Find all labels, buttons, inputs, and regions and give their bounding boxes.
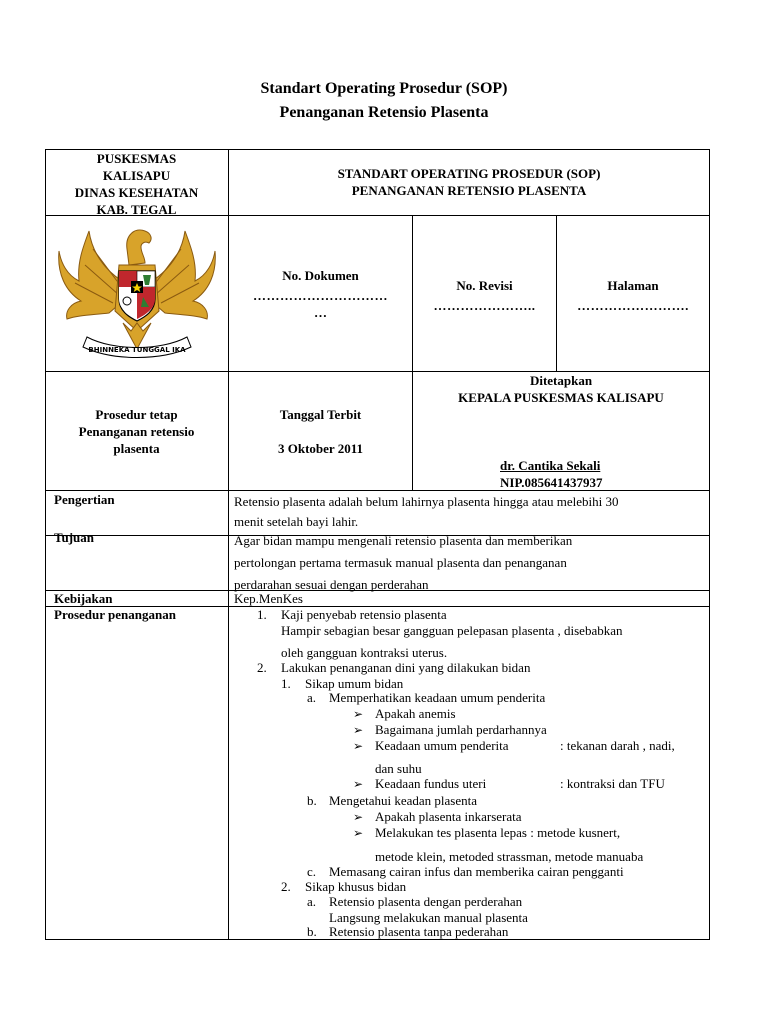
bullet-arrow-icon: ➢	[353, 826, 364, 840]
bullet-item: Keadaan fundus uteri	[375, 776, 487, 791]
sikap-khusus-bidan: Sikap khusus bidan	[305, 879, 407, 894]
pengertian-label: Pengertian	[54, 492, 115, 507]
signer-nip: NIP.085641437937	[500, 475, 603, 490]
org-line: PUSKESMAS	[96, 151, 177, 166]
tujuan-label: Tujuan	[54, 530, 94, 545]
no-revisi-cell	[413, 277, 556, 314]
no-dokumen-value-cont: …	[314, 305, 327, 320]
ditetapkan-label: Ditetapkan	[529, 373, 593, 388]
kebijakan-label: Kebijakan	[54, 591, 113, 606]
emblem-motto: BHINNEKA TUNGGAL IKA	[88, 346, 186, 354]
prosedur-line: Prosedur tetap	[95, 407, 178, 422]
prosedur-tetap-cell	[45, 406, 228, 457]
sop-line: STANDART OPERATING PROSEDUR (SOP)	[337, 166, 601, 181]
garuda-icon	[53, 219, 221, 367]
pengertian-line: Retensio plasenta adalah belum lahirnya plasenta hingga atau melebihi 30	[234, 494, 619, 509]
item-letter: a.	[307, 690, 317, 705]
item-letter: a.	[307, 894, 317, 909]
bullet-item-detail: : tekanan darah , nadi,	[560, 738, 675, 753]
step-2: Lakukan penanganan dini yang dilakukan bidan	[281, 660, 531, 675]
no-dokumen-value: …………………………	[253, 288, 388, 303]
item-khusus-a-cont: Langsung melakukan manual plasenta	[329, 910, 528, 925]
item-c: Memasang cairan infus dan memberika cairan pengganti	[329, 864, 624, 879]
no-revisi-value: …………………..	[433, 298, 536, 313]
bullet-arrow-icon: ➢	[353, 707, 364, 721]
column-divider	[412, 215, 413, 491]
substep-number: 1.	[281, 676, 291, 691]
step-1: Kaji penyebab retensio plasenta	[281, 607, 447, 622]
halaman-label: Halaman	[607, 278, 659, 293]
bullet-item-detail: : kontraksi dan TFU	[560, 776, 665, 791]
org-line: DINAS KESEHATAN	[74, 185, 199, 200]
signer-name: dr. Cantika Sekali	[500, 458, 601, 473]
garuda-emblem	[53, 219, 221, 367]
org-line: KALISAPU	[102, 168, 171, 183]
tujuan-line: Agar bidan mampu mengenali retensio plasenta dan memberikan	[234, 533, 573, 548]
kepala-label: KEPALA PUSKESMAS KALISAPU	[458, 390, 664, 405]
signature-block	[500, 457, 709, 491]
step-1-desc-cont: oleh gangguan kontraksi uterus.	[281, 645, 448, 660]
sop-heading	[229, 165, 709, 199]
bullet-item: Melakukan tes plasenta lepas : metode kusnert,	[375, 825, 621, 840]
item-khusus-a: Retensio plasenta dengan perderahan	[329, 894, 523, 909]
kebijakan-value: Kep.MenKes	[234, 591, 303, 606]
org-line: KAB. TEGAL	[96, 202, 177, 217]
tujuan-line: perdarahan sesuai dengan perderahan	[234, 577, 429, 592]
tujuan-text	[234, 530, 706, 596]
prosedur-line: Penanganan retensio	[78, 424, 195, 439]
sop-table	[45, 149, 710, 940]
sikap-umum-bidan: Sikap umum bidan	[305, 676, 404, 691]
bullet-item: Apakah anemis	[375, 706, 456, 721]
substep-number: 2.	[281, 879, 291, 894]
document-subtitle: Penanganan Retensio Plasenta	[279, 104, 489, 121]
item-a: Memperhatikan keadaan umum penderita	[329, 690, 546, 705]
no-dokumen-cell	[229, 267, 412, 321]
tanggal-terbit-cell	[229, 406, 412, 457]
pengertian-line: menit setelah bayi lahir.	[234, 514, 359, 529]
prosedur-line: plasenta	[113, 441, 160, 456]
bullet-item: Apakah plasenta inkarserata	[375, 809, 522, 824]
bullet-arrow-icon: ➢	[353, 777, 364, 791]
halaman-value: …………………….	[577, 298, 689, 313]
border-right	[709, 149, 710, 940]
halaman-cell	[557, 277, 709, 314]
pengertian-text	[234, 492, 706, 532]
item-letter: b.	[307, 793, 317, 808]
item-b: Mengetahui keadan plasenta	[329, 793, 477, 808]
bullet-item: Bagaimana jumlah perdarhannya	[375, 722, 547, 737]
no-revisi-label: No. Revisi	[456, 278, 513, 293]
step-number: 1.	[257, 607, 267, 622]
bullet-item-cont: dan suhu	[375, 761, 422, 776]
sop-line: PENANGANAN RETENSIO PLASENTA	[351, 183, 587, 198]
bullet-arrow-icon: ➢	[353, 810, 364, 824]
border-left	[45, 149, 46, 940]
bullet-arrow-icon: ➢	[353, 723, 364, 737]
bullet-item-cont: metode klein, metoded strassman, metode manuaba	[375, 849, 644, 864]
tujuan-line: pertolongan pertama termasuk manual plasenta dan penanganan	[234, 555, 567, 570]
document-title: Standart Operating Prosedur (SOP)	[260, 80, 508, 97]
bullet-arrow-icon: ➢	[353, 739, 364, 753]
bullet-item: Keadaan umum penderita	[375, 738, 509, 753]
item-letter: c.	[307, 864, 317, 879]
prosedur-penanganan-label: Prosedur penanganan	[54, 607, 176, 622]
tanggal-value: 3 Oktober 2011	[278, 441, 363, 456]
organization-block	[45, 149, 228, 218]
item-letter: b.	[307, 924, 317, 939]
step-number: 2.	[257, 660, 267, 675]
item-khusus-b: Retensio plasenta tanpa pederahan	[329, 924, 509, 939]
no-dokumen-label: No. Dokumen	[282, 268, 359, 283]
tanggal-label: Tanggal Terbit	[279, 407, 362, 422]
step-1-desc: Hampir sebagian besar gangguan pelepasan plasenta , disebabkan	[281, 623, 623, 638]
ditetapkan-cell	[413, 372, 709, 406]
